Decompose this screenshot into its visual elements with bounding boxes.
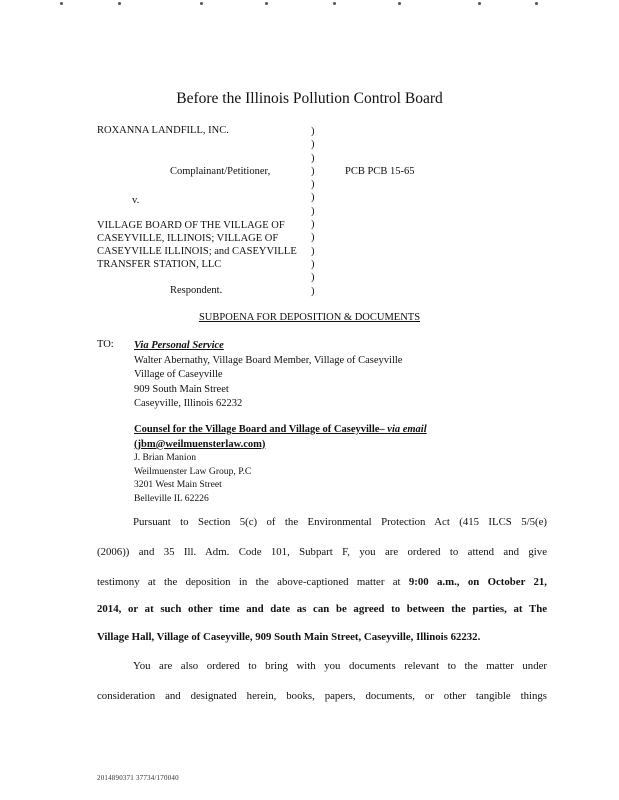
versus-label: v. (132, 195, 140, 206)
address-line: Walter Abernathy, Village Board Member, Village of Caseyville (134, 354, 403, 366)
respondent-line: VILLAGE BOARD OF THE VILLAGE OF (97, 220, 285, 231)
counsel-line: 3201 West Main Street (134, 479, 222, 490)
respondent-names (97, 219, 297, 271)
scan-marks (0, 2, 619, 8)
address-line: 909 South Main Street (134, 383, 229, 395)
body-line-1: Pursuant to Section 5(c) of the Environmental Protection Act (415 ILCS 5/5(e) (133, 516, 547, 528)
case-number: PCB PCB 15-65 (345, 166, 415, 177)
respondent-line: CASEYVILLE, ILLINOIS; VILLAGE OF (97, 233, 279, 244)
counsel-line: Weilmuenster Law Group, P.C (134, 465, 252, 477)
body-line-5: Village Hall, Village of Caseyville, 909 South Main Street, Caseyville, Illinois 62232. (97, 631, 481, 643)
counsel-line: J. Brian Manion (134, 452, 197, 463)
document-title: Before the Illinois Pollution Control Board (176, 90, 443, 107)
counsel-heading: Counsel for the Village Board and Village of Caseyville– via email (134, 424, 427, 435)
body-line-2: (2006)) and 35 Ill. Adm. Code 101, Subpart F, you are ordered to attend and give (97, 546, 547, 558)
body-line-3: testimony at the deposition in the above-captioned matter at 9:00 a.m., on October 21, (97, 576, 547, 588)
respondent-role: Respondent. (170, 285, 223, 296)
respondent-line: CASEYVILLE ILLINOIS; and CASEYVILLE (97, 246, 297, 257)
petitioner-role: Complainant/Petitioner, (170, 166, 271, 177)
counsel-line: Belleville IL 62226 (134, 492, 209, 504)
address-line: Caseyville, Illinois 62232 (134, 398, 243, 410)
respondent-line: TRANSFER STATION, LLC (97, 259, 222, 270)
service-method: Via Personal Service (134, 340, 224, 351)
caption-parentheses: ) ) ) ) ) ) ) ) ) ) ) ) ) (311, 126, 315, 297)
to-label: TO: (97, 339, 114, 350)
subpoena-heading: SUBPOENA FOR DEPOSITION & DOCUMENTS (198, 312, 421, 323)
counsel-block (134, 423, 427, 452)
counsel-address-block (134, 451, 251, 505)
body-line-7: consideration and designated herein, books, papers, documents, or other tangible things (97, 690, 547, 702)
document-footer-id: 2014890371 37734/170040 (97, 774, 179, 782)
counsel-email-link[interactable]: (jbm@weilmuensterlaw.com) (134, 438, 266, 450)
body-line-4: 2014, or at such other time and date as can be agreed to between the parties, at The (97, 603, 547, 615)
address-line: Village of Caseyville (134, 369, 223, 381)
to-recipient-block (134, 339, 402, 412)
petitioner-name: ROXANNA LANDFILL, INC. (97, 125, 229, 136)
body-line-6: You are also ordered to bring with you documents relevant to the matter under (133, 660, 547, 672)
